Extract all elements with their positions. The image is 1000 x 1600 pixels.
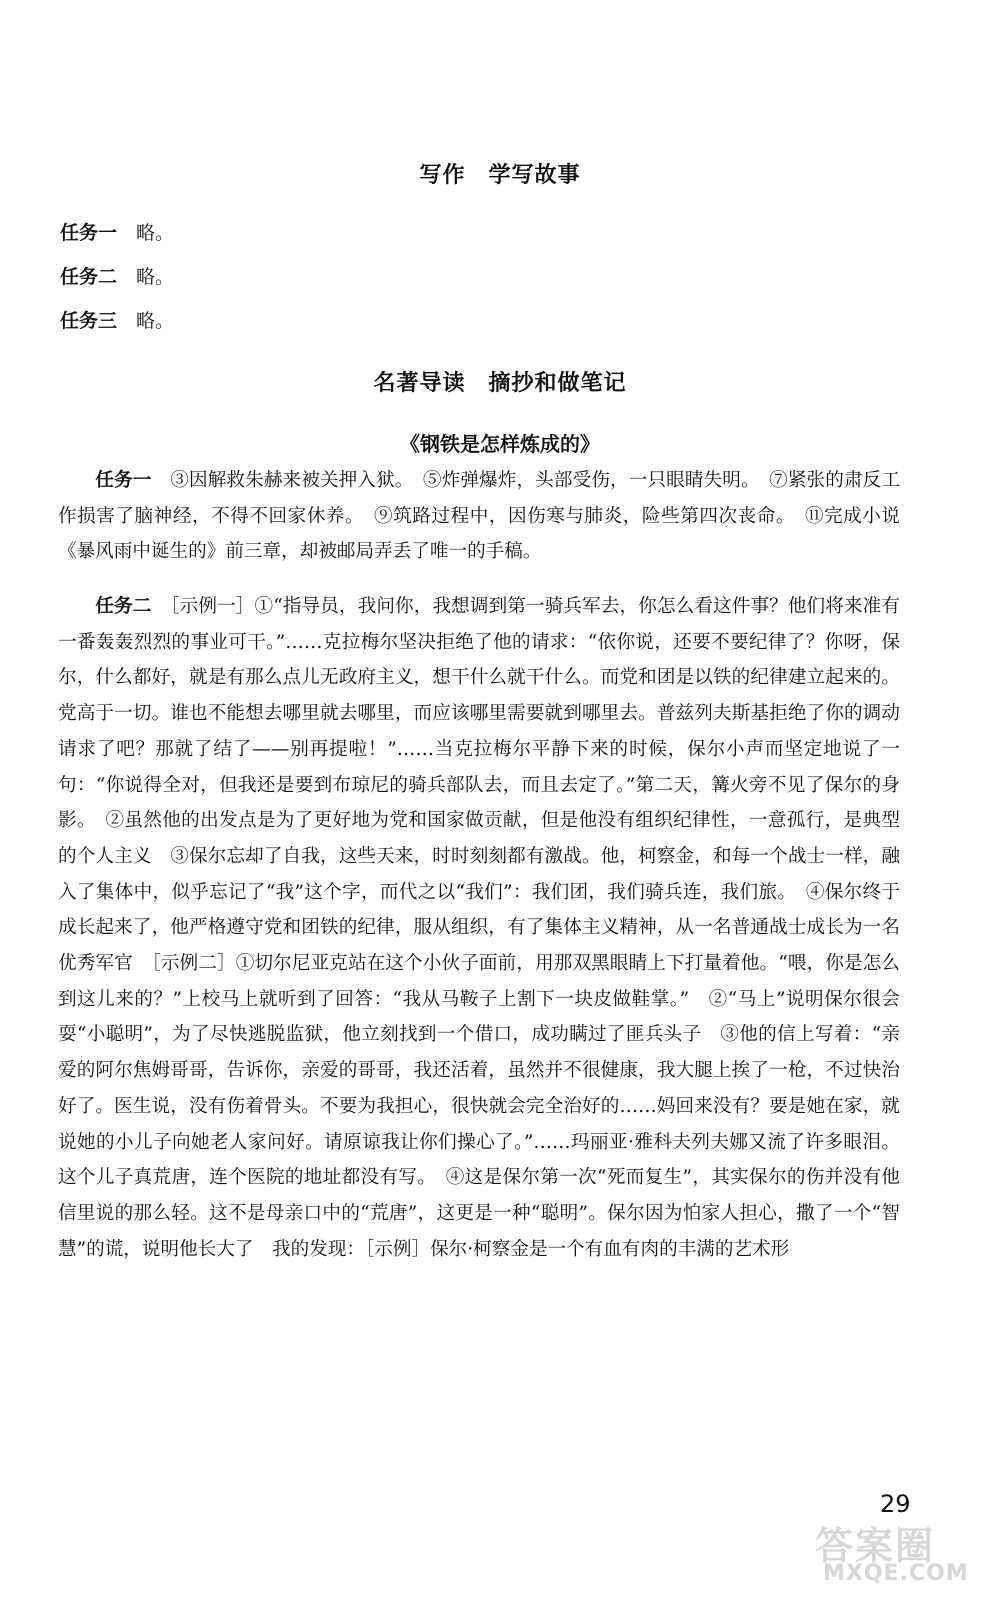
watermark-logo	[815, 1515, 995, 1595]
task-label: 任务二	[60, 266, 118, 288]
task-text: 略。	[136, 222, 175, 244]
writing-task-1	[60, 218, 174, 245]
task-text: 略。	[136, 310, 175, 332]
task-label: 任务一	[95, 470, 152, 491]
task-text: ［示例一］①“指导员，我问你，我想调到第一骑兵军去，你怎么看这件事？他们将来准有一番轰轰烈烈的事业可干。”……克拉梅尔坚决拒绝了他的请求：“依你说，还要不要纪律了？你呀，保尔，什么都好，就是有那么点儿无政府主义，想干什么就干什么。而党和团是以铁的纪律建立起来的。党高于一切。谁也不能想去哪里就去哪里，而应该哪里需要就到哪里去。普兹列夫斯基拒绝了你的调动请求了吧？那就了结了——别再提啦！”……当克拉梅尔平静下来的时候，保尔小声而坚定地说了一句：“你说得全对，但我还是要到布琼尼的骑兵部队去，而且去定了。”第二天，篝火旁不见了保尔的身影。 ②虽然他的出发点是为了更好地为党和国家做贡献，但是他没有组织纪律性，一意孤行，是典型的个人主义 ③保尔忘却了自我，这些天来，时时刻刻都有激战。他，柯察金，和每一个战士一样，融入了集体中，似乎忘记了“我”这个字，而代之以“我们”：我们团，我们骑兵连，我们旅。 ④保尔终于成长起来了，他严格遵守党和团铁的纪律，服从组织，有了集体主义精神，从一名普通战士成长为一名优秀军官 ［示例二］①切尔尼亚克站在这个小伙子面前，用那双黑眼睛上下打量着他。“喂，你是怎么到这儿来的？”上校马上就听到了回答：“我从马鞍子上割下一块皮做鞋掌。” ②“马上”说明保尔很会耍“小聪明”，为了尽快逃脱监狱，他立刻找到一个借口，成功瞒过了匪兵头子 ③他的信上写着：“亲爱的阿尔焦姆哥哥，告诉你，亲爱的哥哥，我还活着，虽然并不很健康，我大腿上挨了一枪，不过快治好了。医生说，没有伤着骨头。不要为我担心，很快就会完全治好的……妈回来没有？要是她在家，就说她的小儿子向她老人家问好。请原谅我让你们操心了。”……玛丽亚·雅科夫列夫娜又流了许多眼泪。这个儿子真荒唐，连个医院的地址都没有写。 ④这是保尔第一次“死而复生”，其实保尔的伤并没有他信里说的那么轻。这不是母亲口中的“荒唐”，这更是一种“聪明”。保尔因为怕家人担心，撒了一个“智慧”的谎，说明他长大了 我的发现：［示例］保尔·柯察金是一个有血有肉的丰满的艺术形	[58, 596, 900, 1260]
book-title: 《钢铁是怎样炼成的》	[400, 432, 600, 456]
section-title-reading: 名著导读 摘抄和做笔记	[373, 371, 627, 396]
task-label: 任务三	[60, 310, 118, 332]
watermark-url: MXQE.COM	[823, 1561, 969, 1586]
task-text: ③因解救朱赫来被关押入狱。 ⑤炸弹爆炸，头部受伤，一只眼睛失明。 ⑦紧张的肃反工作损害了脑神经，不得不回家休养。 ⑨筑路过程中，因伤寒与肺炎，险些第四次丧命。 ⑪完成小说《暴风雨中诞生的》前三章，却被邮局弄丢了唯一的手稿。	[58, 470, 900, 563]
page-number: 29	[880, 1490, 911, 1518]
writing-task-3	[60, 306, 174, 333]
reading-task-2	[58, 589, 900, 1267]
section-title-writing: 写作 学写故事	[419, 163, 581, 188]
writing-task-2	[60, 262, 174, 289]
task-text: 略。	[136, 266, 175, 288]
reading-task-1	[58, 463, 900, 570]
watermark-text: 答案圈	[815, 1524, 936, 1568]
task-label: 任务二	[95, 596, 152, 617]
task-label: 任务一	[60, 222, 118, 244]
